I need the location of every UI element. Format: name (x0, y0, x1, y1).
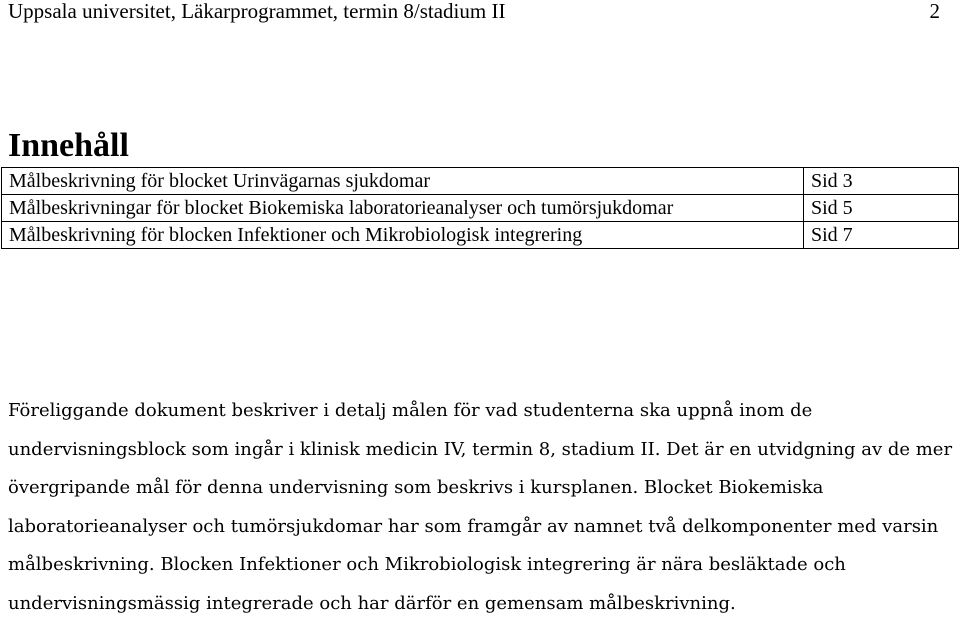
intro-line: laboratorieanalyser och tumörsjukdomar har som framgår av namnet två delkomponenter med varsin (8, 515, 939, 537)
intro-line: övergripande mål för denna undervisning som beskrivs i kursplanen. Blocket Biokemiska (8, 477, 824, 499)
toc-row (2, 222, 959, 249)
intro-line: undervisningsblock som ingår i klinisk medicin IV, termin 8, stadium II. Det är en utvidgning av de mer (8, 438, 953, 460)
toc-entry-page: Sid 7 (804, 222, 959, 249)
intro-line: målbeskrivning. Blocken Infektioner och Mikrobiologisk integrering är nära besläktade och (8, 554, 846, 576)
toc-entry-page: Sid 5 (804, 195, 959, 222)
page-number: 2 (929, 0, 940, 23)
toc-heading: Innehåll (8, 127, 129, 164)
intro-line: undervisningsmässig integrerade och har därför en gemensam målbeskrivning. (8, 592, 736, 614)
toc-entry-page: Sid 3 (804, 168, 959, 195)
toc-entry-title: Målbeskrivning för blocken Infektioner och Mikrobiologisk integrering (2, 222, 804, 249)
toc-table (1, 167, 959, 249)
toc-row (2, 168, 959, 195)
toc-row (2, 195, 959, 222)
intro-line: Föreliggande dokument beskriver i detalj målen för vad studenterna ska uppnå inom de (8, 400, 813, 421)
toc-entry-title: Målbeskrivningar för blocket Biokemiska laboratorieanalyser och tumörsjukdomar (2, 195, 804, 222)
header-title: Uppsala universitet, Läkarprogrammet, termin 8/stadium II (8, 0, 506, 23)
intro-paragraph (8, 392, 956, 624)
running-header (8, 0, 940, 26)
toc-entry-title: Målbeskrivning för blocket Urinvägarnas sjukdomar (2, 168, 804, 195)
